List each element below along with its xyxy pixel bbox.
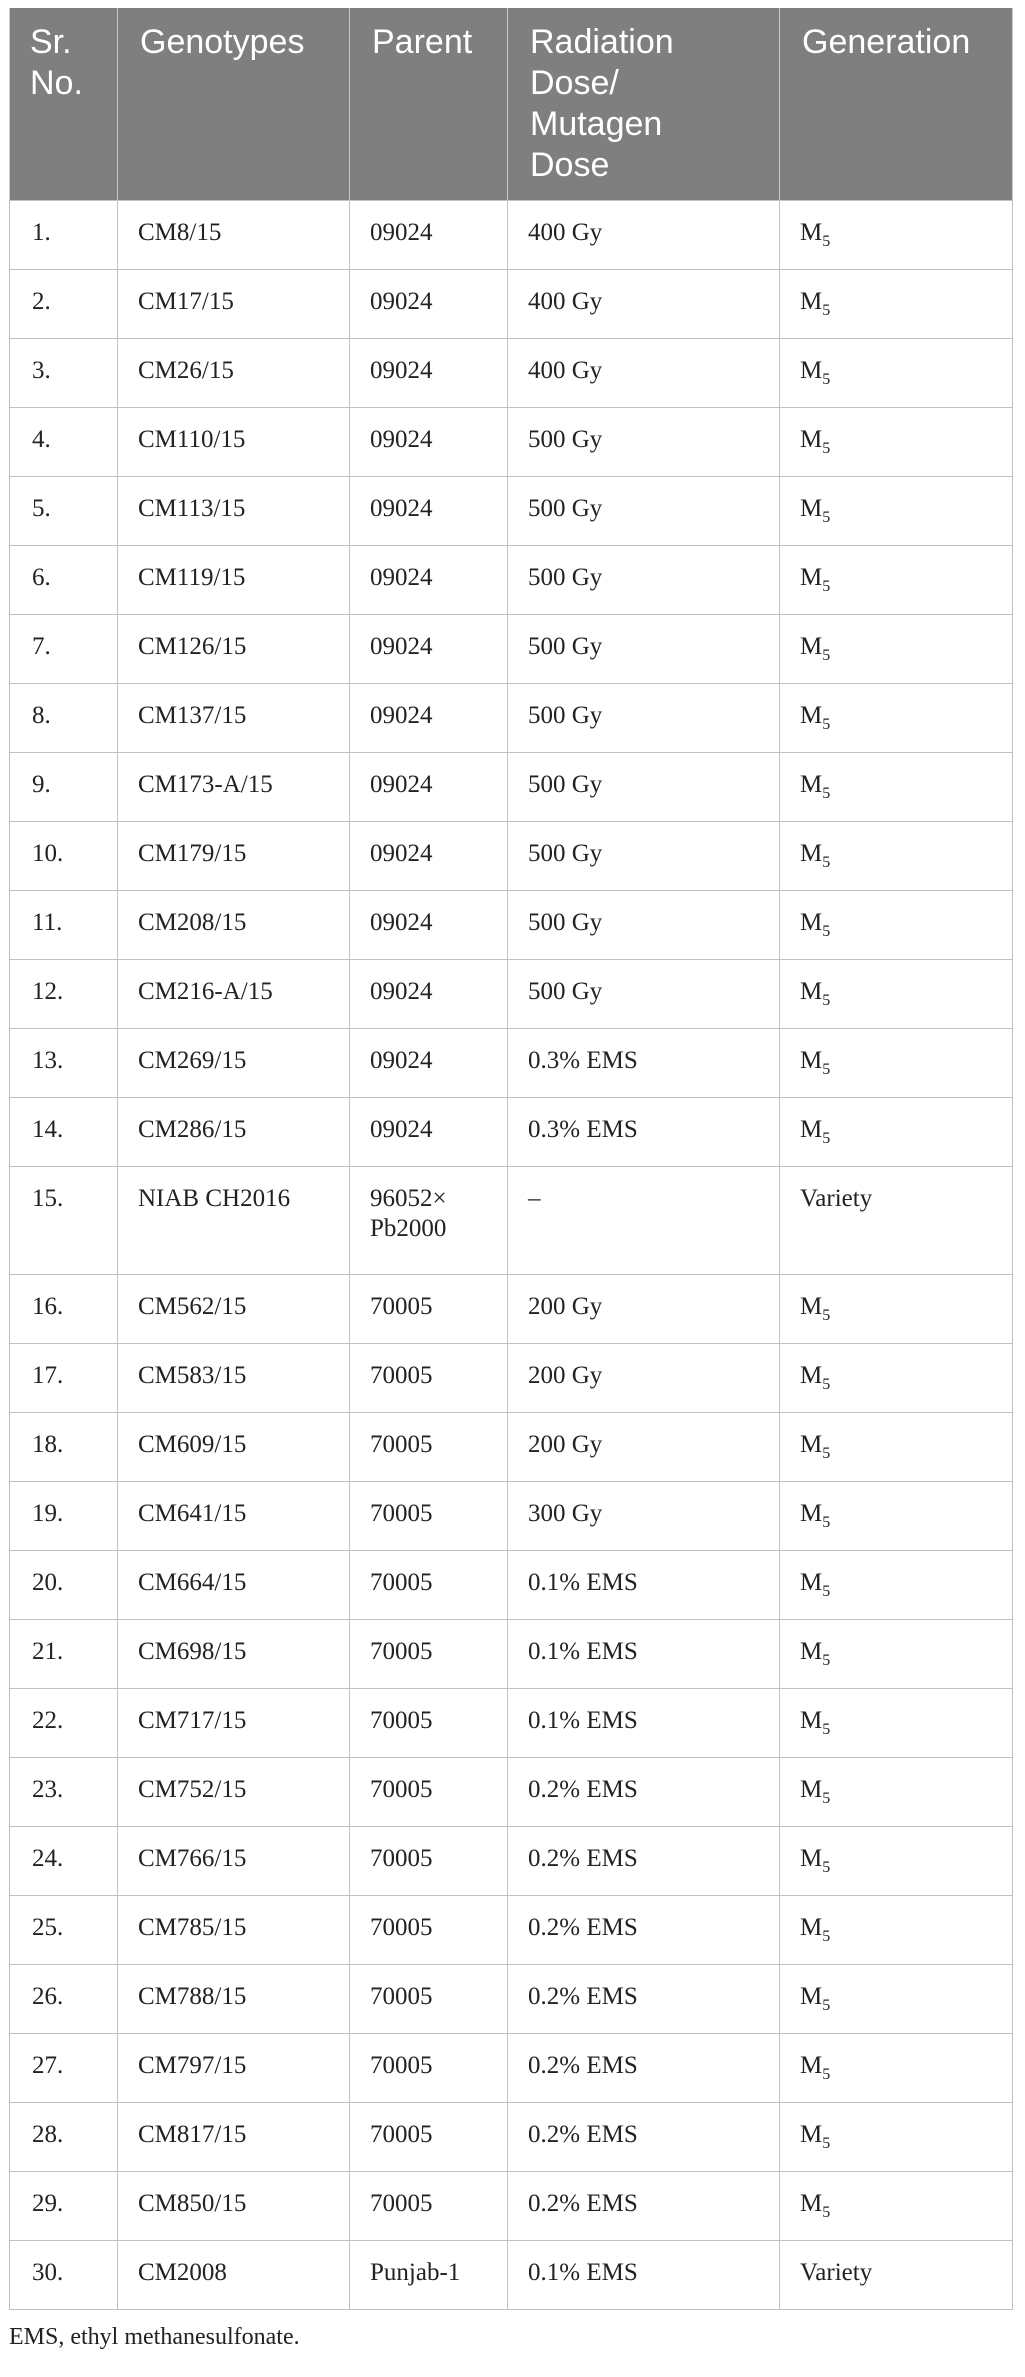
cell-generation xyxy=(780,684,1013,753)
cell-dose: 200 Gy xyxy=(508,1413,780,1482)
cell-sr-no: 19. xyxy=(10,1482,118,1551)
parent-line: 09024 xyxy=(370,219,433,246)
parent-line: 09024 xyxy=(370,633,433,660)
table-row xyxy=(10,546,1013,615)
cell-generation xyxy=(780,201,1013,270)
parent-line: 09024 xyxy=(370,426,433,453)
generation-subscript: 5 xyxy=(822,1859,831,1876)
cell-genotype: CM208/15 xyxy=(118,891,350,960)
cell-dose: 500 Gy xyxy=(508,753,780,822)
cell-generation xyxy=(780,1413,1013,1482)
cell-sr-no: 10. xyxy=(10,822,118,891)
generation-text: M xyxy=(800,1362,823,1389)
cell-sr-no: 3. xyxy=(10,339,118,408)
cell-dose: 0.1% EMS xyxy=(508,1620,780,1689)
cell-dose: 400 Gy xyxy=(508,201,780,270)
cell-generation xyxy=(780,1344,1013,1413)
cell-genotype: CM698/15 xyxy=(118,1620,350,1689)
cell-sr-no: 23. xyxy=(10,1758,118,1827)
cell-sr-no: 14. xyxy=(10,1098,118,1167)
generation-text: M xyxy=(800,2121,823,2148)
cell-dose: 200 Gy xyxy=(508,1344,780,1413)
generation-subscript: 5 xyxy=(822,1997,831,2014)
cell-generation xyxy=(780,1551,1013,1620)
generation-subscript: 5 xyxy=(822,1721,831,1738)
cell-sr-no: 7. xyxy=(10,615,118,684)
generation-text: M xyxy=(800,978,823,1005)
header-line: Mutagen xyxy=(530,105,663,143)
table-row xyxy=(10,1167,1013,1275)
cell-genotype: CM173-A/15 xyxy=(118,753,350,822)
generation-text: Variety xyxy=(800,2259,873,2286)
generation-text: M xyxy=(800,1500,823,1527)
cell-dose: 0.3% EMS xyxy=(508,1029,780,1098)
cell-dose: 500 Gy xyxy=(508,960,780,1029)
cell-parent xyxy=(350,1551,508,1620)
header-line: Generation xyxy=(802,23,971,61)
generation-text: Variety xyxy=(800,1185,873,1212)
generation-subscript: 5 xyxy=(822,1376,831,1393)
cell-genotype: CM788/15 xyxy=(118,1965,350,2034)
cell-sr-no: 20. xyxy=(10,1551,118,1620)
parent-line: 09024 xyxy=(370,978,433,1005)
generation-text: M xyxy=(800,564,823,591)
generation-subscript: 5 xyxy=(822,716,831,733)
generation-text: M xyxy=(800,1845,823,1872)
cell-parent xyxy=(350,753,508,822)
cell-sr-no: 26. xyxy=(10,1965,118,2034)
cell-dose: 0.2% EMS xyxy=(508,1827,780,1896)
cell-sr-no: 15. xyxy=(10,1167,118,1275)
cell-parent xyxy=(350,684,508,753)
parent-line: 09024 xyxy=(370,357,433,384)
cell-sr-no: 8. xyxy=(10,684,118,753)
table-row xyxy=(10,201,1013,270)
cell-generation xyxy=(780,960,1013,1029)
parent-line: 70005 xyxy=(370,2190,433,2217)
cell-sr-no: 9. xyxy=(10,753,118,822)
cell-parent xyxy=(350,1098,508,1167)
cell-genotype: CM17/15 xyxy=(118,270,350,339)
cell-dose: 0.1% EMS xyxy=(508,1551,780,1620)
generation-subscript: 5 xyxy=(822,1130,831,1147)
cell-sr-no: 4. xyxy=(10,408,118,477)
cell-dose: 0.1% EMS xyxy=(508,1689,780,1758)
generation-subscript: 5 xyxy=(822,1928,831,1945)
parent-line: 70005 xyxy=(370,1431,433,1458)
cell-genotype: CM609/15 xyxy=(118,1413,350,1482)
generation-text: M xyxy=(800,702,823,729)
cell-dose: 0.2% EMS xyxy=(508,2034,780,2103)
cell-parent xyxy=(350,960,508,1029)
header-sr-no xyxy=(10,8,118,201)
table-row xyxy=(10,1029,1013,1098)
cell-dose: 500 Gy xyxy=(508,891,780,960)
parent-line: Punjab-1 xyxy=(370,2259,461,2286)
cell-generation xyxy=(780,1098,1013,1167)
parent-line: 09024 xyxy=(370,840,433,867)
cell-generation xyxy=(780,2103,1013,2172)
generation-text: M xyxy=(800,1047,823,1074)
cell-sr-no: 30. xyxy=(10,2241,118,2310)
cell-genotype: CM137/15 xyxy=(118,684,350,753)
header-line: Dose xyxy=(530,146,610,184)
generation-text: M xyxy=(800,357,823,384)
cell-generation xyxy=(780,2241,1013,2310)
generation-text: M xyxy=(800,1914,823,1941)
cell-parent xyxy=(350,2103,508,2172)
parent-line: Pb2000 xyxy=(370,1215,447,1242)
cell-genotype: CM797/15 xyxy=(118,2034,350,2103)
generation-subscript: 5 xyxy=(822,785,831,802)
cell-parent xyxy=(350,2241,508,2310)
cell-generation xyxy=(780,1482,1013,1551)
table-row xyxy=(10,1344,1013,1413)
generation-text: M xyxy=(800,2190,823,2217)
table-row xyxy=(10,1965,1013,2034)
cell-dose: 400 Gy xyxy=(508,270,780,339)
cell-parent xyxy=(350,1029,508,1098)
cell-parent xyxy=(350,1344,508,1413)
parent-line: 70005 xyxy=(370,1293,433,1320)
cell-genotype: CM752/15 xyxy=(118,1758,350,1827)
cell-genotype: CM216-A/15 xyxy=(118,960,350,1029)
generation-text: M xyxy=(800,1431,823,1458)
table-row xyxy=(10,408,1013,477)
generation-text: M xyxy=(800,840,823,867)
cell-parent xyxy=(350,1965,508,2034)
cell-generation xyxy=(780,1965,1013,2034)
parent-line: 70005 xyxy=(370,1983,433,2010)
generation-subscript: 5 xyxy=(822,371,831,388)
cell-genotype: CM850/15 xyxy=(118,2172,350,2241)
header-line: Genotypes xyxy=(140,23,305,61)
generation-subscript: 5 xyxy=(822,509,831,526)
cell-genotype: CM286/15 xyxy=(118,1098,350,1167)
generation-text: M xyxy=(800,1569,823,1596)
parent-line: 70005 xyxy=(370,2121,433,2148)
cell-genotype: CM269/15 xyxy=(118,1029,350,1098)
cell-dose: 500 Gy xyxy=(508,477,780,546)
cell-dose: 500 Gy xyxy=(508,822,780,891)
parent-line: 09024 xyxy=(370,702,433,729)
parent-line: 70005 xyxy=(370,1362,433,1389)
cell-genotype: CM126/15 xyxy=(118,615,350,684)
table-row xyxy=(10,1689,1013,1758)
cell-sr-no: 2. xyxy=(10,270,118,339)
generation-subscript: 5 xyxy=(822,923,831,940)
table-row xyxy=(10,1620,1013,1689)
cell-dose: 0.2% EMS xyxy=(508,2172,780,2241)
generation-subscript: 5 xyxy=(822,233,831,250)
cell-genotype: CM2008 xyxy=(118,2241,350,2310)
cell-parent xyxy=(350,270,508,339)
header-line: No. xyxy=(30,64,83,102)
cell-genotype: CM113/15 xyxy=(118,477,350,546)
table-row xyxy=(10,960,1013,1029)
parent-line: 70005 xyxy=(370,1845,433,1872)
parent-line: 09024 xyxy=(370,564,433,591)
header-line: Parent xyxy=(372,23,473,61)
cell-parent xyxy=(350,1689,508,1758)
table-row xyxy=(10,1896,1013,1965)
generation-subscript: 5 xyxy=(822,2204,831,2221)
cell-generation xyxy=(780,339,1013,408)
parent-line: 70005 xyxy=(370,1500,433,1527)
cell-sr-no: 12. xyxy=(10,960,118,1029)
cell-parent xyxy=(350,408,508,477)
generation-subscript: 5 xyxy=(822,1445,831,1462)
cell-sr-no: 27. xyxy=(10,2034,118,2103)
cell-dose: 400 Gy xyxy=(508,339,780,408)
cell-parent xyxy=(350,891,508,960)
cell-parent xyxy=(350,339,508,408)
generation-text: M xyxy=(800,219,823,246)
table-row xyxy=(10,753,1013,822)
cell-parent xyxy=(350,1620,508,1689)
cell-generation xyxy=(780,822,1013,891)
parent-line: 09024 xyxy=(370,909,433,936)
cell-dose: 200 Gy xyxy=(508,1275,780,1344)
generation-text: M xyxy=(800,1116,823,1143)
table-body xyxy=(10,201,1013,2310)
cell-generation xyxy=(780,2172,1013,2241)
generation-subscript: 5 xyxy=(822,1307,831,1324)
generation-text: M xyxy=(800,2052,823,2079)
parent-line: 70005 xyxy=(370,1569,433,1596)
cell-dose: 500 Gy xyxy=(508,408,780,477)
header-row xyxy=(10,8,1013,201)
table-row xyxy=(10,477,1013,546)
cell-sr-no: 1. xyxy=(10,201,118,270)
cell-parent xyxy=(350,1482,508,1551)
cell-genotype: CM641/15 xyxy=(118,1482,350,1551)
cell-generation xyxy=(780,1896,1013,1965)
cell-sr-no: 25. xyxy=(10,1896,118,1965)
cell-genotype: CM583/15 xyxy=(118,1344,350,1413)
cell-generation xyxy=(780,1758,1013,1827)
cell-sr-no: 22. xyxy=(10,1689,118,1758)
cell-parent xyxy=(350,1896,508,1965)
cell-sr-no: 16. xyxy=(10,1275,118,1344)
cell-dose: 500 Gy xyxy=(508,684,780,753)
cell-parent xyxy=(350,546,508,615)
parent-line: 96052× xyxy=(370,1185,447,1212)
cell-genotype: CM119/15 xyxy=(118,546,350,615)
cell-sr-no: 18. xyxy=(10,1413,118,1482)
cell-generation xyxy=(780,477,1013,546)
cell-parent xyxy=(350,477,508,546)
generation-text: M xyxy=(800,771,823,798)
generation-subscript: 5 xyxy=(822,854,831,871)
generation-text: M xyxy=(800,495,823,522)
cell-genotype: CM179/15 xyxy=(118,822,350,891)
cell-generation xyxy=(780,1167,1013,1275)
cell-sr-no: 13. xyxy=(10,1029,118,1098)
cell-dose: 0.2% EMS xyxy=(508,1896,780,1965)
cell-genotype: CM110/15 xyxy=(118,408,350,477)
cell-sr-no: 29. xyxy=(10,2172,118,2241)
parent-line: 09024 xyxy=(370,495,433,522)
cell-genotype: CM717/15 xyxy=(118,1689,350,1758)
table-row xyxy=(10,822,1013,891)
cell-parent xyxy=(350,1275,508,1344)
table-row xyxy=(10,339,1013,408)
generation-subscript: 5 xyxy=(822,1583,831,1600)
cell-generation xyxy=(780,1620,1013,1689)
cell-dose: 0.2% EMS xyxy=(508,1965,780,2034)
table-row xyxy=(10,1098,1013,1167)
header-genotypes xyxy=(118,8,350,201)
cell-genotype: CM785/15 xyxy=(118,1896,350,1965)
cell-generation xyxy=(780,408,1013,477)
table-row xyxy=(10,1551,1013,1620)
table-row xyxy=(10,1275,1013,1344)
cell-sr-no: 17. xyxy=(10,1344,118,1413)
cell-genotype: NIAB CH2016 xyxy=(118,1167,350,1275)
cell-generation xyxy=(780,270,1013,339)
generation-text: M xyxy=(800,1293,823,1320)
header-line: Radiation xyxy=(530,23,674,61)
cell-sr-no: 6. xyxy=(10,546,118,615)
cell-sr-no: 21. xyxy=(10,1620,118,1689)
cell-sr-no: 28. xyxy=(10,2103,118,2172)
parent-line: 09024 xyxy=(370,771,433,798)
cell-parent xyxy=(350,1167,508,1275)
cell-genotype: CM562/15 xyxy=(118,1275,350,1344)
cell-parent xyxy=(350,615,508,684)
cell-dose: 0.2% EMS xyxy=(508,1758,780,1827)
generation-text: M xyxy=(800,909,823,936)
header-parent xyxy=(350,8,508,201)
table-row xyxy=(10,2103,1013,2172)
cell-generation xyxy=(780,1275,1013,1344)
generation-subscript: 5 xyxy=(822,647,831,664)
cell-generation xyxy=(780,753,1013,822)
cell-generation xyxy=(780,1689,1013,1758)
header-line: Dose/ xyxy=(530,64,619,102)
cell-generation xyxy=(780,546,1013,615)
generation-text: M xyxy=(800,426,823,453)
parent-line: 09024 xyxy=(370,1116,433,1143)
cell-dose: – xyxy=(508,1167,780,1275)
table-header xyxy=(10,8,1013,201)
parent-line: 70005 xyxy=(370,1776,433,1803)
cell-dose: 0.2% EMS xyxy=(508,2103,780,2172)
cell-genotype: CM26/15 xyxy=(118,339,350,408)
table-row xyxy=(10,615,1013,684)
generation-text: M xyxy=(800,1707,823,1734)
table-row xyxy=(10,1482,1013,1551)
generation-subscript: 5 xyxy=(822,440,831,457)
generation-subscript: 5 xyxy=(822,992,831,1009)
genotypes-table xyxy=(9,8,1013,2310)
cell-parent xyxy=(350,1758,508,1827)
generation-text: M xyxy=(800,288,823,315)
cell-generation xyxy=(780,1827,1013,1896)
generation-subscript: 5 xyxy=(822,1790,831,1807)
generation-text: M xyxy=(800,1983,823,2010)
table-row xyxy=(10,2241,1013,2310)
cell-generation xyxy=(780,2034,1013,2103)
generation-subscript: 5 xyxy=(822,2066,831,2083)
table-row xyxy=(10,1758,1013,1827)
parent-line: 70005 xyxy=(370,1914,433,1941)
generation-subscript: 5 xyxy=(822,1652,831,1669)
cell-dose: 0.1% EMS xyxy=(508,2241,780,2310)
generation-subscript: 5 xyxy=(822,302,831,319)
table-row xyxy=(10,684,1013,753)
generation-subscript: 5 xyxy=(822,1061,831,1078)
table-row xyxy=(10,2034,1013,2103)
cell-generation xyxy=(780,1029,1013,1098)
parent-line: 70005 xyxy=(370,1638,433,1665)
table-row xyxy=(10,891,1013,960)
parent-line: 70005 xyxy=(370,2052,433,2079)
header-dose xyxy=(508,8,780,201)
generation-text: M xyxy=(800,1776,823,1803)
cell-sr-no: 24. xyxy=(10,1827,118,1896)
table-row xyxy=(10,2172,1013,2241)
cell-dose: 500 Gy xyxy=(508,546,780,615)
cell-dose: 500 Gy xyxy=(508,615,780,684)
parent-line: 70005 xyxy=(370,1707,433,1734)
header-generation xyxy=(780,8,1013,201)
cell-parent xyxy=(350,822,508,891)
cell-dose: 300 Gy xyxy=(508,1482,780,1551)
cell-genotype: CM817/15 xyxy=(118,2103,350,2172)
table-row xyxy=(10,1827,1013,1896)
header-line: Sr. xyxy=(30,23,72,61)
cell-genotype: CM766/15 xyxy=(118,1827,350,1896)
cell-generation xyxy=(780,615,1013,684)
table-row xyxy=(10,270,1013,339)
generation-subscript: 5 xyxy=(822,578,831,595)
parent-line: 09024 xyxy=(370,1047,433,1074)
cell-dose: 0.3% EMS xyxy=(508,1098,780,1167)
table-row xyxy=(10,1413,1013,1482)
cell-sr-no: 5. xyxy=(10,477,118,546)
cell-parent xyxy=(350,1827,508,1896)
cell-generation xyxy=(780,891,1013,960)
generation-subscript: 5 xyxy=(822,1514,831,1531)
cell-parent xyxy=(350,2172,508,2241)
generation-text: M xyxy=(800,1638,823,1665)
table-footnote: EMS, ethyl methanesulfonate. xyxy=(9,2324,300,2350)
cell-parent xyxy=(350,201,508,270)
cell-parent xyxy=(350,2034,508,2103)
cell-genotype: CM8/15 xyxy=(118,201,350,270)
cell-genotype: CM664/15 xyxy=(118,1551,350,1620)
cell-parent xyxy=(350,1413,508,1482)
generation-subscript: 5 xyxy=(822,2135,831,2152)
generation-text: M xyxy=(800,633,823,660)
cell-sr-no: 11. xyxy=(10,891,118,960)
parent-line: 09024 xyxy=(370,288,433,315)
